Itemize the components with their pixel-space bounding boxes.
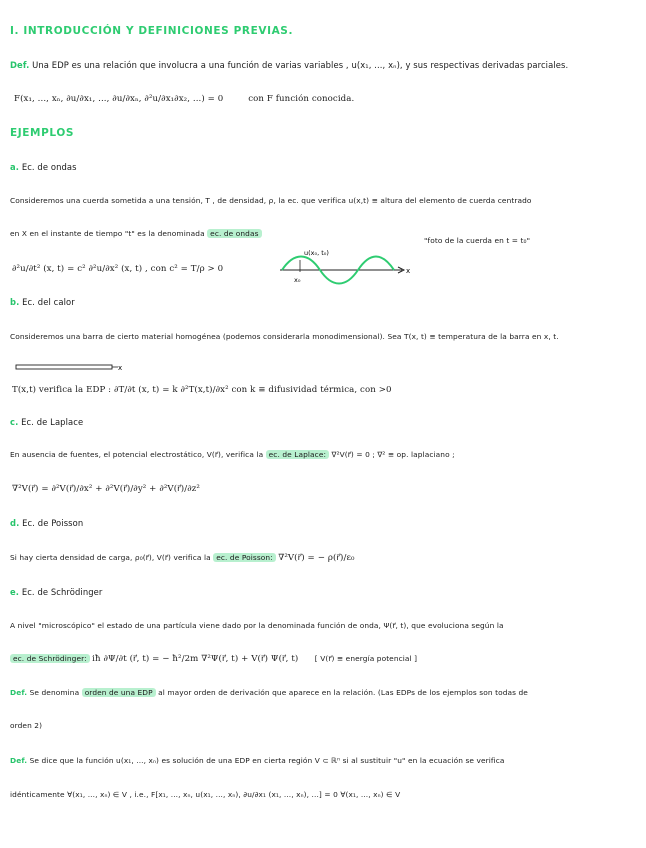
wave-equation-highlight: ec. de ondas xyxy=(207,229,261,238)
x-label: x xyxy=(406,267,411,275)
section-examples: EJEMPLOS xyxy=(10,127,75,139)
poisson-equation-highlight: ec. de Poisson: xyxy=(213,553,276,562)
poisson-text xyxy=(10,553,355,563)
example-title: Ec. del calor xyxy=(22,297,75,307)
example-title: Ec. de ondas xyxy=(21,162,77,172)
laplace-text-a: En ausencia de fuentes, el potencial electrostático, V(r⃗), verifica la xyxy=(10,450,264,459)
wave-figure-caption: "foto de la cuerda en t = t₀" xyxy=(424,236,531,245)
example-tag: b. xyxy=(10,297,20,307)
example-b-header xyxy=(10,297,75,307)
def-text: Una EDP es una relación que involucra a una función de varias variables , u(x₁, ..., xₙ), y sus respectivas derivadas parciales. xyxy=(32,60,569,70)
example-e-header xyxy=(10,587,102,597)
example-c-header xyxy=(10,417,83,427)
schrodinger-equation-line xyxy=(10,654,417,664)
formula-note: con F función conocida. xyxy=(248,94,355,104)
schrodinger-equation-highlight: ec. de Schrödinger: xyxy=(10,654,90,663)
schrodinger-formula: iħ ∂Ψ/∂t (r⃗, t) = − ħ²/2m ∇²Ψ(r⃗, t) + V(r⃗) Ψ(r⃗, t) xyxy=(92,654,299,664)
formula-text: F(x₁, ..., xₙ, ∂u/∂x₁, ..., ∂u/∂xₙ, ∂²u/∂x₁∂x₂, ...) = 0 xyxy=(14,94,224,104)
bar-x-label: x xyxy=(118,364,123,372)
example-tag: d. xyxy=(10,518,20,528)
bar-shape xyxy=(16,365,112,369)
definition-solution-cont: idénticamente ∀(x₁, ..., xₙ) ∈ V , i.e., F[x₁, ..., xₙ, u(x₁, ..., xₙ), ∂u/∂x₁ (x₁, ..., xₙ), ...] = 0 ∀(x₁, ..., xₙ) ∈ V xyxy=(10,790,401,799)
example-title: Ec. de Laplace xyxy=(21,417,84,427)
laplace-operator-formula: ∇²V(r⃗) = ∂²V(r⃗)/∂x² + ∂²V(r⃗)/∂y² + ∂²V(r⃗)/∂z² xyxy=(12,484,200,494)
bar-diagram xyxy=(14,362,124,374)
poisson-text-a: Si hay cierta densidad de carga, ρ₀(r⃗), V(r⃗) verifica la xyxy=(10,553,211,562)
edp-general-formula xyxy=(14,94,354,104)
wave-text-2 xyxy=(10,229,262,238)
poisson-formula: ∇²V(r⃗) = − ρ(r⃗)/ε₀ xyxy=(278,553,355,563)
def-order-text-a: Se denomina xyxy=(29,688,80,697)
def-tag: Def. xyxy=(10,60,30,70)
laplace-text xyxy=(10,450,455,459)
example-a-header xyxy=(10,162,77,172)
def-order-text-b: al mayor orden de derivación que aparece en la relación. (Las EDPs de los ejemplos son todas de xyxy=(158,688,528,697)
laplace-equation-highlight: ec. de Laplace: xyxy=(266,450,329,459)
def-solution-text: Se dice que la función u(x₁, ..., xₙ) es solución de una EDP en cierta región V ⊂ ℝⁿ si al sustituir "u" en la ecuación se verifica xyxy=(29,756,505,765)
order-highlight: orden de una EDP xyxy=(82,688,156,697)
heat-text: Consideremos una barra de cierto material homogénea (podemos considerarla monodimensional). Sea T(x, t) ≡ temperatura de la barra en x, t. xyxy=(10,332,559,341)
heat-equation-formula: T(x,t) verifica la EDP : ∂T/∂t (x, t) = k ∂²T(x,t)/∂x² con k ≡ difusividad térmica, con >0 xyxy=(12,385,392,395)
x0-label: x₀ xyxy=(294,276,301,284)
string-wave-diagram xyxy=(278,246,418,292)
wave-text-1: Consideremos una cuerda sometida a una tensión, T , de densidad, ρ, la ec. que verifica u(x,t) ≡ altura del elemento de cuerda centrado xyxy=(10,196,532,205)
example-d-header xyxy=(10,518,83,528)
u-label: u(x₀, t₀) xyxy=(304,249,329,257)
definition-order-cont: orden 2) xyxy=(10,721,43,730)
laplace-text-b: ∇²V(r⃗) = 0 ; ∇² ≡ op. laplaciano ; xyxy=(331,450,455,459)
example-tag: e. xyxy=(10,587,20,597)
example-title: Ec. de Poisson xyxy=(22,518,84,528)
definition-edp xyxy=(10,60,568,70)
wave-equation-formula: ∂²u/∂t² (x, t) = c² ∂²u/∂x² (x, t) , con c² = T/ρ > 0 xyxy=(12,264,224,274)
page-title: I. INTRODUCCIÓN Y DEFINICIONES PREVIAS. xyxy=(10,25,294,37)
definition-order xyxy=(10,688,528,697)
def-tag: Def. xyxy=(10,688,28,697)
potential-note: [ V(r⃗) ≡ energía potencial ] xyxy=(314,654,418,663)
example-title: Ec. de Schrödinger xyxy=(21,587,103,597)
def-tag: Def. xyxy=(10,756,28,765)
example-tag: a. xyxy=(10,162,20,172)
schrodinger-text: A nivel "microscópico" el estado de una partícula viene dado por la denominada función de onda, Ψ(r⃗, t), que evoluciona según la xyxy=(10,621,504,630)
example-tag: c. xyxy=(10,417,19,427)
definition-solution xyxy=(10,756,505,765)
wave-text-2a: en X en el instante de tiempo "t" es la denominada xyxy=(10,229,205,238)
